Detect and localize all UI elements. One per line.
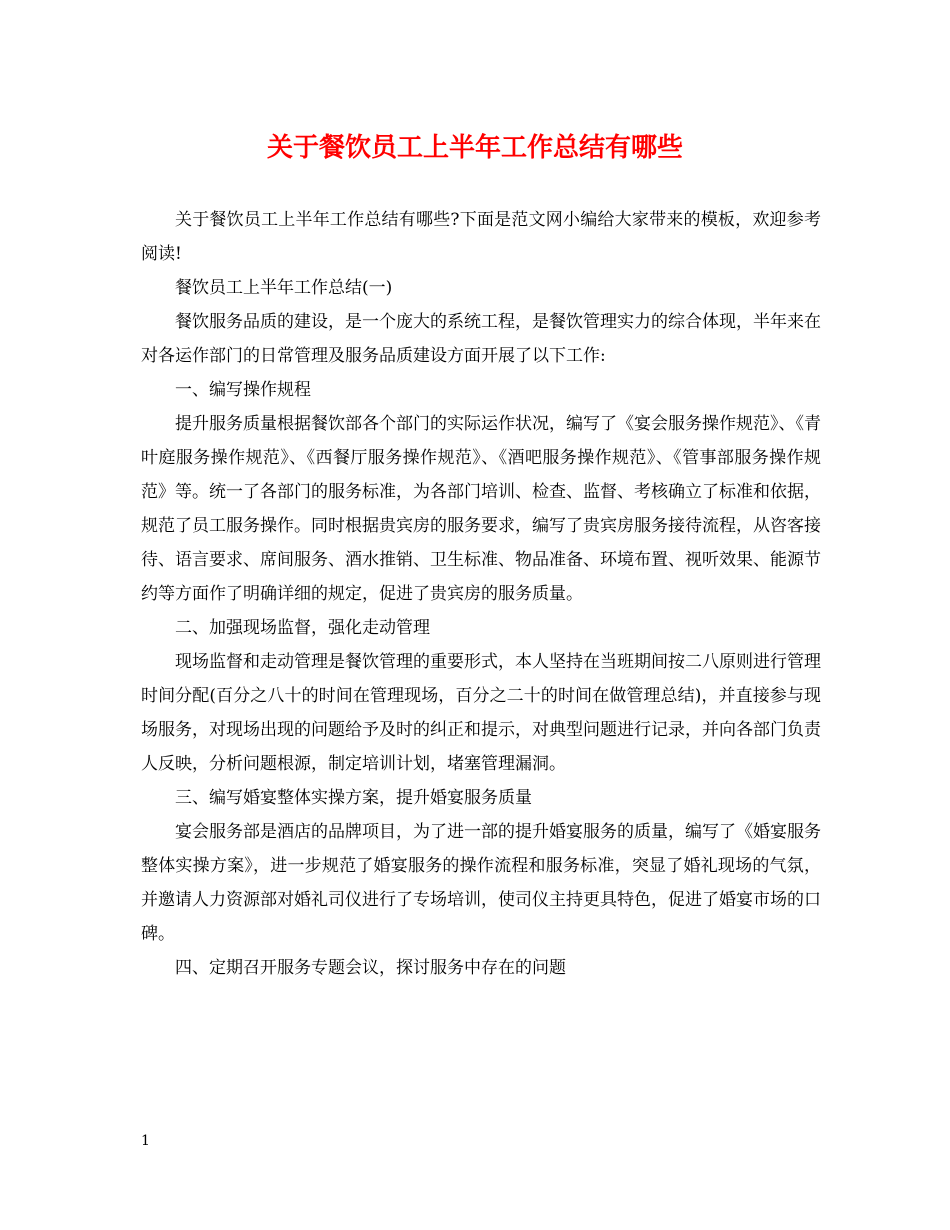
- paragraph-overview: 餐饮服务品质的建设，是一个庞大的系统工程，是餐饮管理实力的综合体现，半年来在对各运作部门的日常管理及服务品质建设方面开展了以下工作:: [141, 312, 821, 366]
- paragraph-intro: 关于餐饮员工上半年工作总结有哪些?下面是范文网小编给大家带来的模板，欢迎参考阅读!: [141, 210, 821, 264]
- page-number: 1: [141, 1133, 150, 1149]
- section-heading-3: 三、编写婚宴整体实操方案，提升婚宴服务质量: [175, 788, 532, 808]
- section-heading-summary-one: 餐饮员工上半年工作总结(一): [175, 278, 393, 298]
- document-body: [141, 203, 821, 985]
- paragraph-section-1: 提升服务质量根据餐饮部各个部门的实际运作状况，编写了《宴会服务操作规范》、《青叶庭服务操作规范》、《西餐厅服务操作规范》、《酒吧服务操作规范》、《管事部服务操作规范》等。统一了各部门的服务标准，为各部门培训、检查、监督、考核确立了标准和依据，规范了员工服务操作。同时根据贵宾房的服务要求，编写了贵宾房服务接待流程，从咨客接待、语言要求、席间服务、酒水推销、卫生标准、物品准备、环境布置、视听效果、能源节约等方面作了明确详细的规定，促进了贵宾房的服务质量。: [141, 414, 821, 604]
- document-title: 关于餐饮员工上半年工作总结有哪些: [266, 133, 683, 163]
- paragraph-section-2: 现场监督和走动管理是餐饮管理的重要形式，本人坚持在当班期间按二八原则进行管理时间分配(百分之八十的时间在管理现场，百分之二十的时间在做管理总结)，并直接参与现场服务，对现场出现的问题给予及时的纠正和提示，对典型问题进行记录，并向各部门负责人反映，分析问题根源，制定培训计划，堵塞管理漏洞。: [141, 652, 821, 774]
- paragraph-section-3: 宴会服务部是酒店的品牌项目，为了进一部的提升婚宴服务的质量，编写了《婚宴服务整体实操方案》，进一步规范了婚宴服务的操作流程和服务标准，突显了婚礼现场的气氛，并邀请人力资源部对婚礼司仪进行了专场培训，使司仪主持更具特色，促进了婚宴市场的口碑。: [141, 822, 821, 944]
- section-heading-1: 一、编写操作规程: [175, 380, 311, 400]
- section-heading-4: 四、定期召开服务专题会议，探讨服务中存在的问题: [175, 958, 566, 978]
- section-heading-2: 二、加强现场监督，强化走动管理: [175, 618, 430, 638]
